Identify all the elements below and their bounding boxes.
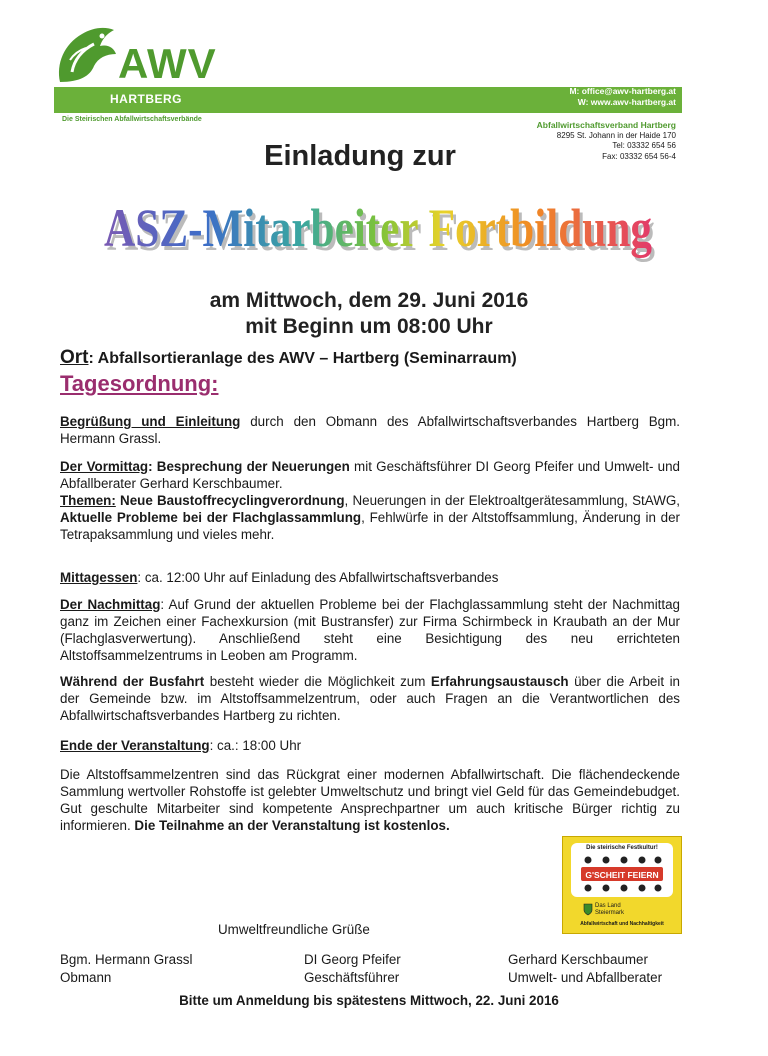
signature-role: Geschäftsführer bbox=[304, 970, 400, 985]
styria-crest-icon bbox=[583, 903, 593, 916]
registration-deadline: Bitte um Anmeldung bis spätestens Mittwoch, 22. Juni 2016 bbox=[179, 993, 559, 1008]
location-label: Ort bbox=[60, 347, 89, 368]
signature-berater bbox=[508, 951, 662, 987]
badge-middle-text: G'SCHEIT FEIERN bbox=[585, 870, 659, 880]
org-name: Abfallwirtschaftsverband Hartberg bbox=[536, 120, 676, 130]
topics-bold-2: Aktuelle Probleme bei der Flachglassammlung bbox=[60, 510, 362, 525]
bus-trip-bold: Während der Busfahrt bbox=[60, 674, 205, 689]
event-start-line: mit Beginn um 08:00 Uhr bbox=[245, 315, 493, 338]
agenda-end bbox=[60, 737, 680, 754]
contact-web: W: www.awv-hartberg.at bbox=[577, 97, 676, 107]
agenda-heading: Tagesordnung: bbox=[60, 371, 219, 396]
rainbow-title-shadow: ASZ-Mitarbeiter Fortbildung bbox=[107, 202, 655, 262]
lunch-label: Mittagessen bbox=[60, 570, 138, 585]
lunch-text: : ca. 12:00 Uhr auf Einladung des Abfallwirtschaftsverbandes bbox=[137, 570, 499, 585]
badge-bottom-text: Abfallwirtschaft und Nachhaltigkeit bbox=[580, 921, 664, 927]
bus-trip-text-2: über die Arbeit in der Gemeinde bzw. im Altstoffsammelzentrum, oder auch Fragen an die Verantwortlichen des Abfallwirtschaftsverbandes Hartberg zu richten. bbox=[60, 674, 681, 723]
end-label: Ende der Veranstaltung bbox=[60, 738, 210, 753]
logo-wordmark: AWV bbox=[118, 40, 217, 87]
end-text: : ca.: 18:00 Uhr bbox=[209, 738, 302, 753]
rainbow-title-text: ASZ-Mitarbeiter Fortbildung bbox=[104, 198, 652, 258]
agenda-lunch bbox=[60, 569, 680, 586]
badge-top-text: Die steirische Festkultur! bbox=[586, 845, 658, 851]
badge-panel bbox=[571, 843, 673, 897]
contact-email: M: office@awv-hartberg.at bbox=[569, 86, 676, 96]
afternoon-text: : Auf Grund der aktuellen Probleme bei der Flachglassammlung steht der Nachmittag ganz im Zeichen einer Fachexkursion (mit Bustransfer) zur Firma Schirmbeck in Kraubath an der Mur (Flachglasverwertung). Anschließend steht eine Besichtigung des neu errichteten Altstoffsammelzentrums in Leoben am Programm. bbox=[60, 597, 680, 663]
location-line bbox=[60, 347, 517, 369]
signature-name: Bgm. Hermann Grassl bbox=[60, 952, 193, 967]
signature-role: Umwelt- und Abfallberater bbox=[508, 970, 663, 985]
location-value: : Abfallsortieranlage des AWV – Hartberg (Seminarraum) bbox=[88, 350, 517, 367]
signature-name: DI Georg Pfeifer bbox=[304, 952, 401, 967]
org-tel: Tel: 03332 654 56 bbox=[612, 141, 676, 150]
exchange-bold: Erfahrungsaustausch bbox=[430, 674, 569, 689]
afternoon-label: Der Nachmittag bbox=[60, 597, 161, 612]
invitation-title: Einladung zur bbox=[264, 140, 456, 172]
bus-trip-text-1: besteht wieder die Möglichkeit zum bbox=[204, 674, 431, 689]
agenda-topics bbox=[60, 492, 680, 543]
morning-label: Der Vormittag bbox=[60, 459, 149, 474]
badge-org-2: Steiermark bbox=[595, 910, 625, 916]
topics-text-2: , Fehlwürfe in der Altstoffsammlung, Änderung in der Tetrapaksammlung und vieles mehr. bbox=[60, 510, 681, 542]
event-date-line: am Mittwoch, dem 29. Juni 2016 bbox=[209, 289, 529, 312]
morning-text: mit Geschäftsführer DI Georg Pfeifer und Umwelt- und Abfallberater Gerhard Kerschbaumer. bbox=[60, 459, 680, 491]
signature-role: Obmann bbox=[60, 970, 112, 985]
topics-label: Themen: bbox=[60, 493, 116, 508]
contact-block bbox=[569, 86, 676, 108]
greeting-label: Begrüßung und Einleitung bbox=[60, 414, 241, 429]
signature-obmann bbox=[60, 951, 192, 987]
logo-subtitle: HARTBERG bbox=[110, 92, 182, 106]
people-table-icon bbox=[579, 855, 665, 893]
rainbow-event-title bbox=[95, 188, 660, 266]
signature-name: Gerhard Kerschbaumer bbox=[508, 952, 648, 967]
awv-logo-emblem-icon bbox=[52, 20, 122, 90]
signature-geschaeftsfuehrer bbox=[304, 951, 401, 987]
greeting-text: durch den Obmann des Abfallwirtschaftsverbandes Hartberg Bgm. Hermann Grassl. bbox=[60, 414, 681, 446]
tagline: Die Steirischen Abfallwirtschaftsverbände bbox=[62, 116, 202, 123]
agenda-greeting bbox=[60, 413, 680, 447]
event-date bbox=[0, 288, 738, 340]
topics-text-1: , Neuerungen in der Elektroaltgerätesammlung, StAWG, bbox=[344, 493, 680, 508]
closing-paragraph bbox=[60, 766, 680, 834]
agenda-bus-trip bbox=[60, 673, 680, 724]
badge-org-1: Das Land bbox=[595, 903, 621, 909]
free-participation: Die Teilnahme an der Veranstaltung ist kostenlos. bbox=[134, 818, 450, 833]
morning-topic: : Besprechung der Neuerungen bbox=[148, 459, 350, 474]
org-address: 8295 St. Johann in der Haide 170 bbox=[556, 130, 676, 140]
agenda-morning bbox=[60, 458, 680, 492]
org-fax: Fax: 03332 654 56-4 bbox=[602, 151, 676, 161]
agenda-afternoon bbox=[60, 596, 680, 664]
closing-greeting: Umweltfreundliche Grüße bbox=[218, 922, 370, 937]
badge-org bbox=[595, 903, 624, 917]
gscheit-feiern-badge bbox=[562, 836, 682, 934]
topics-bold-1: Neue Baustoffrecyclingverordnung bbox=[115, 493, 345, 508]
closing-paragraph-text: Die Altstoffsammelzentren sind das Rückgrat einer modernen Abfallwirtschaft. Die flächendeckende Sammlung wertvoller Rohstoffe ist gelebter Umweltschutz und bringt viel Geld für das Gemeindebudget. Gut geschulte Mitarbeiter sind kompetente Ansprechpartner um auch kritische Bürger richtig zu informieren. bbox=[60, 767, 680, 833]
